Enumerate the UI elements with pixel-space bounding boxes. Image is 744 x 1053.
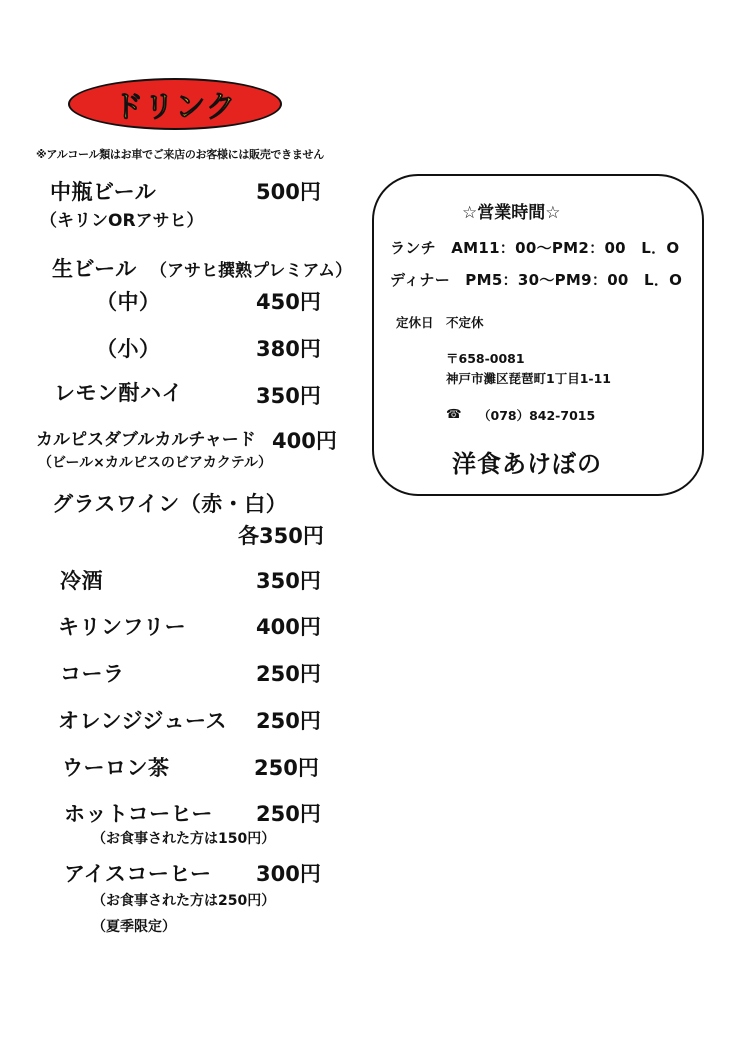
- closed-days: 定休日 不定休: [396, 315, 484, 330]
- menu-item-name: アイスコーヒー: [64, 862, 212, 886]
- alcohol-notice: ※アルコール類はお車でご来店のお客様には販売できません: [36, 148, 324, 161]
- menu-item-price: 250円: [256, 709, 321, 733]
- menu-item-name: キリンフリー: [58, 615, 187, 639]
- menu-item-note: （お食事された方は250円）: [92, 893, 276, 909]
- menu-item-price: 400円: [256, 615, 321, 639]
- menu-item-price: 400円: [272, 429, 337, 453]
- menu-item-name: 生ビール: [52, 257, 137, 281]
- menu-item-price: 300円: [256, 862, 321, 886]
- menu-item-name: オレンジジュース: [58, 709, 227, 733]
- menu-item-price: 500円: [256, 180, 321, 204]
- lunch-hours: ランチ AM11：00～PM2：00 L．O: [390, 239, 680, 257]
- menu-item-name: ホットコーヒー: [64, 802, 213, 826]
- menu-item-note: （お食事された方は150円）: [92, 831, 276, 847]
- menu-item-name: カルピスダブルカルチャード: [36, 430, 256, 450]
- menu-item-price: 450円: [256, 290, 321, 314]
- menu-item-name: グラスワイン（赤・白）: [52, 492, 288, 516]
- menu-item-price: 350円: [256, 384, 321, 408]
- menu-item-name: レモン酎ハイ: [54, 381, 183, 405]
- phone-icon: ☎: [446, 406, 462, 421]
- phone-number: （078）842-7015: [478, 408, 596, 423]
- menu-item-name: コーラ: [60, 662, 125, 686]
- hours-title: ☆営業時間☆: [462, 203, 561, 223]
- page-title: ドリンク: [113, 90, 237, 125]
- menu-item-price: 350円: [256, 569, 321, 593]
- menu-item-price: 380円: [256, 337, 321, 361]
- menu-size-label: （中）: [96, 290, 161, 314]
- address: 神戸市灘区琵琶町1丁目1-11: [446, 371, 611, 386]
- menu-item-name: 中瓶ビール: [50, 180, 157, 204]
- menu-item-note: （夏季限定）: [92, 919, 176, 935]
- menu-item-price: 250円: [254, 756, 319, 780]
- menu-size-label: （小）: [96, 337, 161, 361]
- menu-item-price: 250円: [256, 662, 321, 686]
- title-badge: [68, 78, 282, 130]
- menu-item-price: 250円: [256, 802, 321, 826]
- menu-item-note: （アサヒ撰熟プレミアム）: [150, 261, 353, 281]
- menu-item-price: 各350円: [238, 524, 324, 548]
- shop-name: 洋食あけぼの: [452, 450, 602, 478]
- menu-item-note: （キリンORアサヒ）: [40, 211, 204, 231]
- dinner-hours: ディナー PM5：30～PM9：00 L．O: [390, 271, 683, 289]
- postal-code: 〒658-0081: [446, 351, 525, 366]
- menu-item-note: （ビール×カルピスのビアカクテル）: [38, 455, 273, 471]
- menu-item-name: ウーロン茶: [62, 756, 170, 780]
- menu-item-name: 冷酒: [60, 569, 103, 593]
